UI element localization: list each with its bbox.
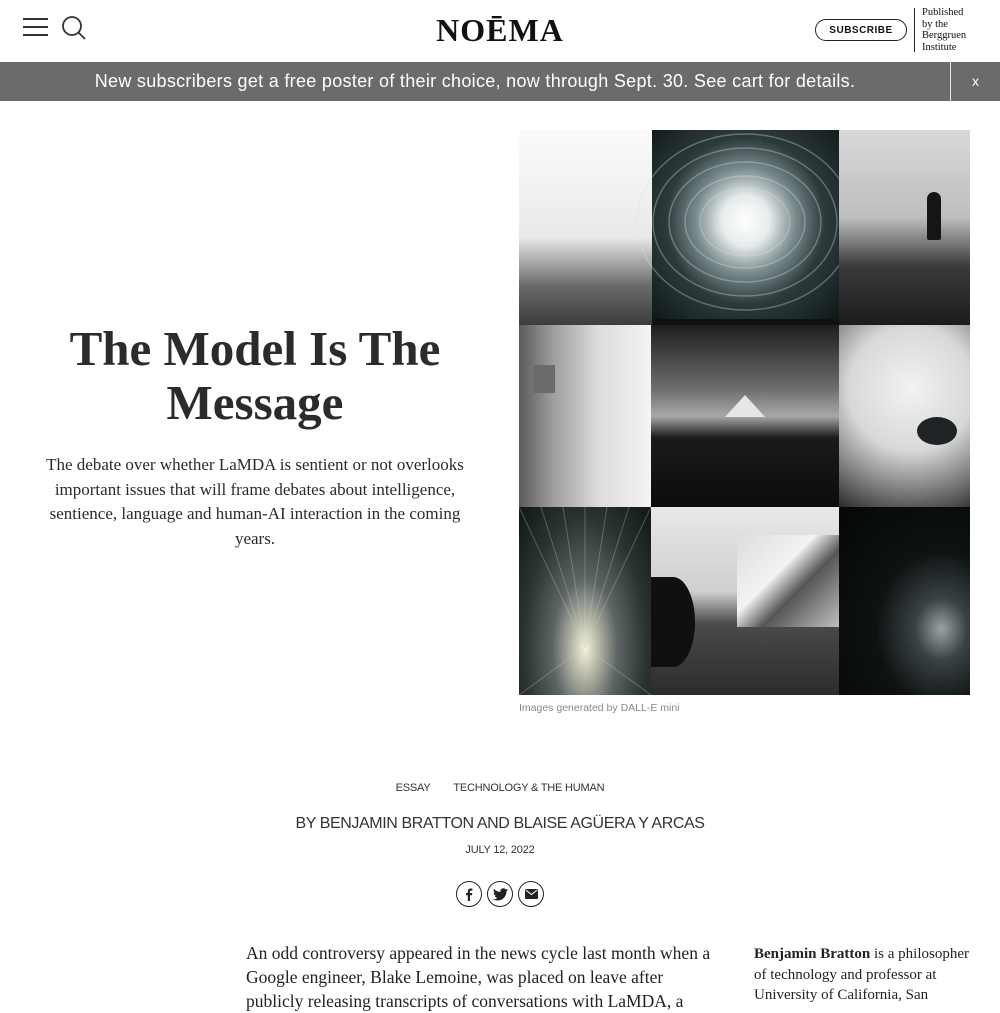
article-dek: The debate over whether LaMDA is sentient or not overlooks important issues that will frame debates about intelligence, sentience, language and human-AI interaction in the coming years. xyxy=(46,455,464,548)
divider xyxy=(914,8,915,52)
article-date: JULY 12, 2022 xyxy=(465,844,535,856)
site-header xyxy=(0,0,1000,62)
generated-image-tile xyxy=(839,130,970,325)
generated-image-tile xyxy=(839,507,970,695)
tag-essay[interactable]: ESSAY xyxy=(395,782,431,794)
twitter-icon xyxy=(493,888,508,901)
subscribe-button[interactable]: SUBSCRIBE xyxy=(815,19,907,41)
tag-technology-and-the-human[interactable]: TECHNOLOGY & THE HUMAN xyxy=(453,782,605,794)
published-by[interactable]: Published by the Berggruen Institute xyxy=(922,7,967,53)
generated-image-tile xyxy=(652,130,839,319)
generated-image-tile xyxy=(519,507,651,695)
generated-image-tile xyxy=(651,325,839,507)
author-name[interactable]: Benjamin Bratton xyxy=(754,946,871,962)
generated-image-tile xyxy=(519,325,651,507)
twitter-share-button[interactable] xyxy=(487,881,513,907)
facebook-share-button[interactable] xyxy=(456,881,482,907)
hero-image-grid xyxy=(519,130,970,695)
email-share-button[interactable] xyxy=(518,881,544,907)
promo-banner xyxy=(0,62,1000,101)
article-body: An odd controversy appeared in the news cycle last month when a Google engineer, Blake Lemoine, was placed on leave after publicly releasing transcripts of conversations with LaMDA, a xyxy=(246,943,711,1011)
article-byline[interactable]: BY BENJAMIN BRATTON AND BLAISE AGÜERA Y ARCAS xyxy=(295,815,705,832)
facebook-icon xyxy=(462,887,476,901)
email-icon xyxy=(525,889,538,899)
image-caption: Images generated by DALL-E mini xyxy=(519,702,680,714)
generated-image-tile xyxy=(839,325,970,507)
site-logo[interactable]: NOĒMA xyxy=(436,12,564,48)
article-title: The Model Is The Message xyxy=(69,321,441,430)
generated-image-tile xyxy=(651,507,839,695)
author-bio: Benjamin Bratton is a philosopher of technology and professor at University of California, San xyxy=(754,946,969,1003)
article-tags xyxy=(0,782,1000,794)
close-banner-button[interactable]: x xyxy=(972,73,979,89)
generated-image-tile xyxy=(519,130,652,325)
promo-banner-text[interactable]: New subscribers get a free poster of their choice, now through Sept. 30. See cart for details. xyxy=(94,71,856,91)
